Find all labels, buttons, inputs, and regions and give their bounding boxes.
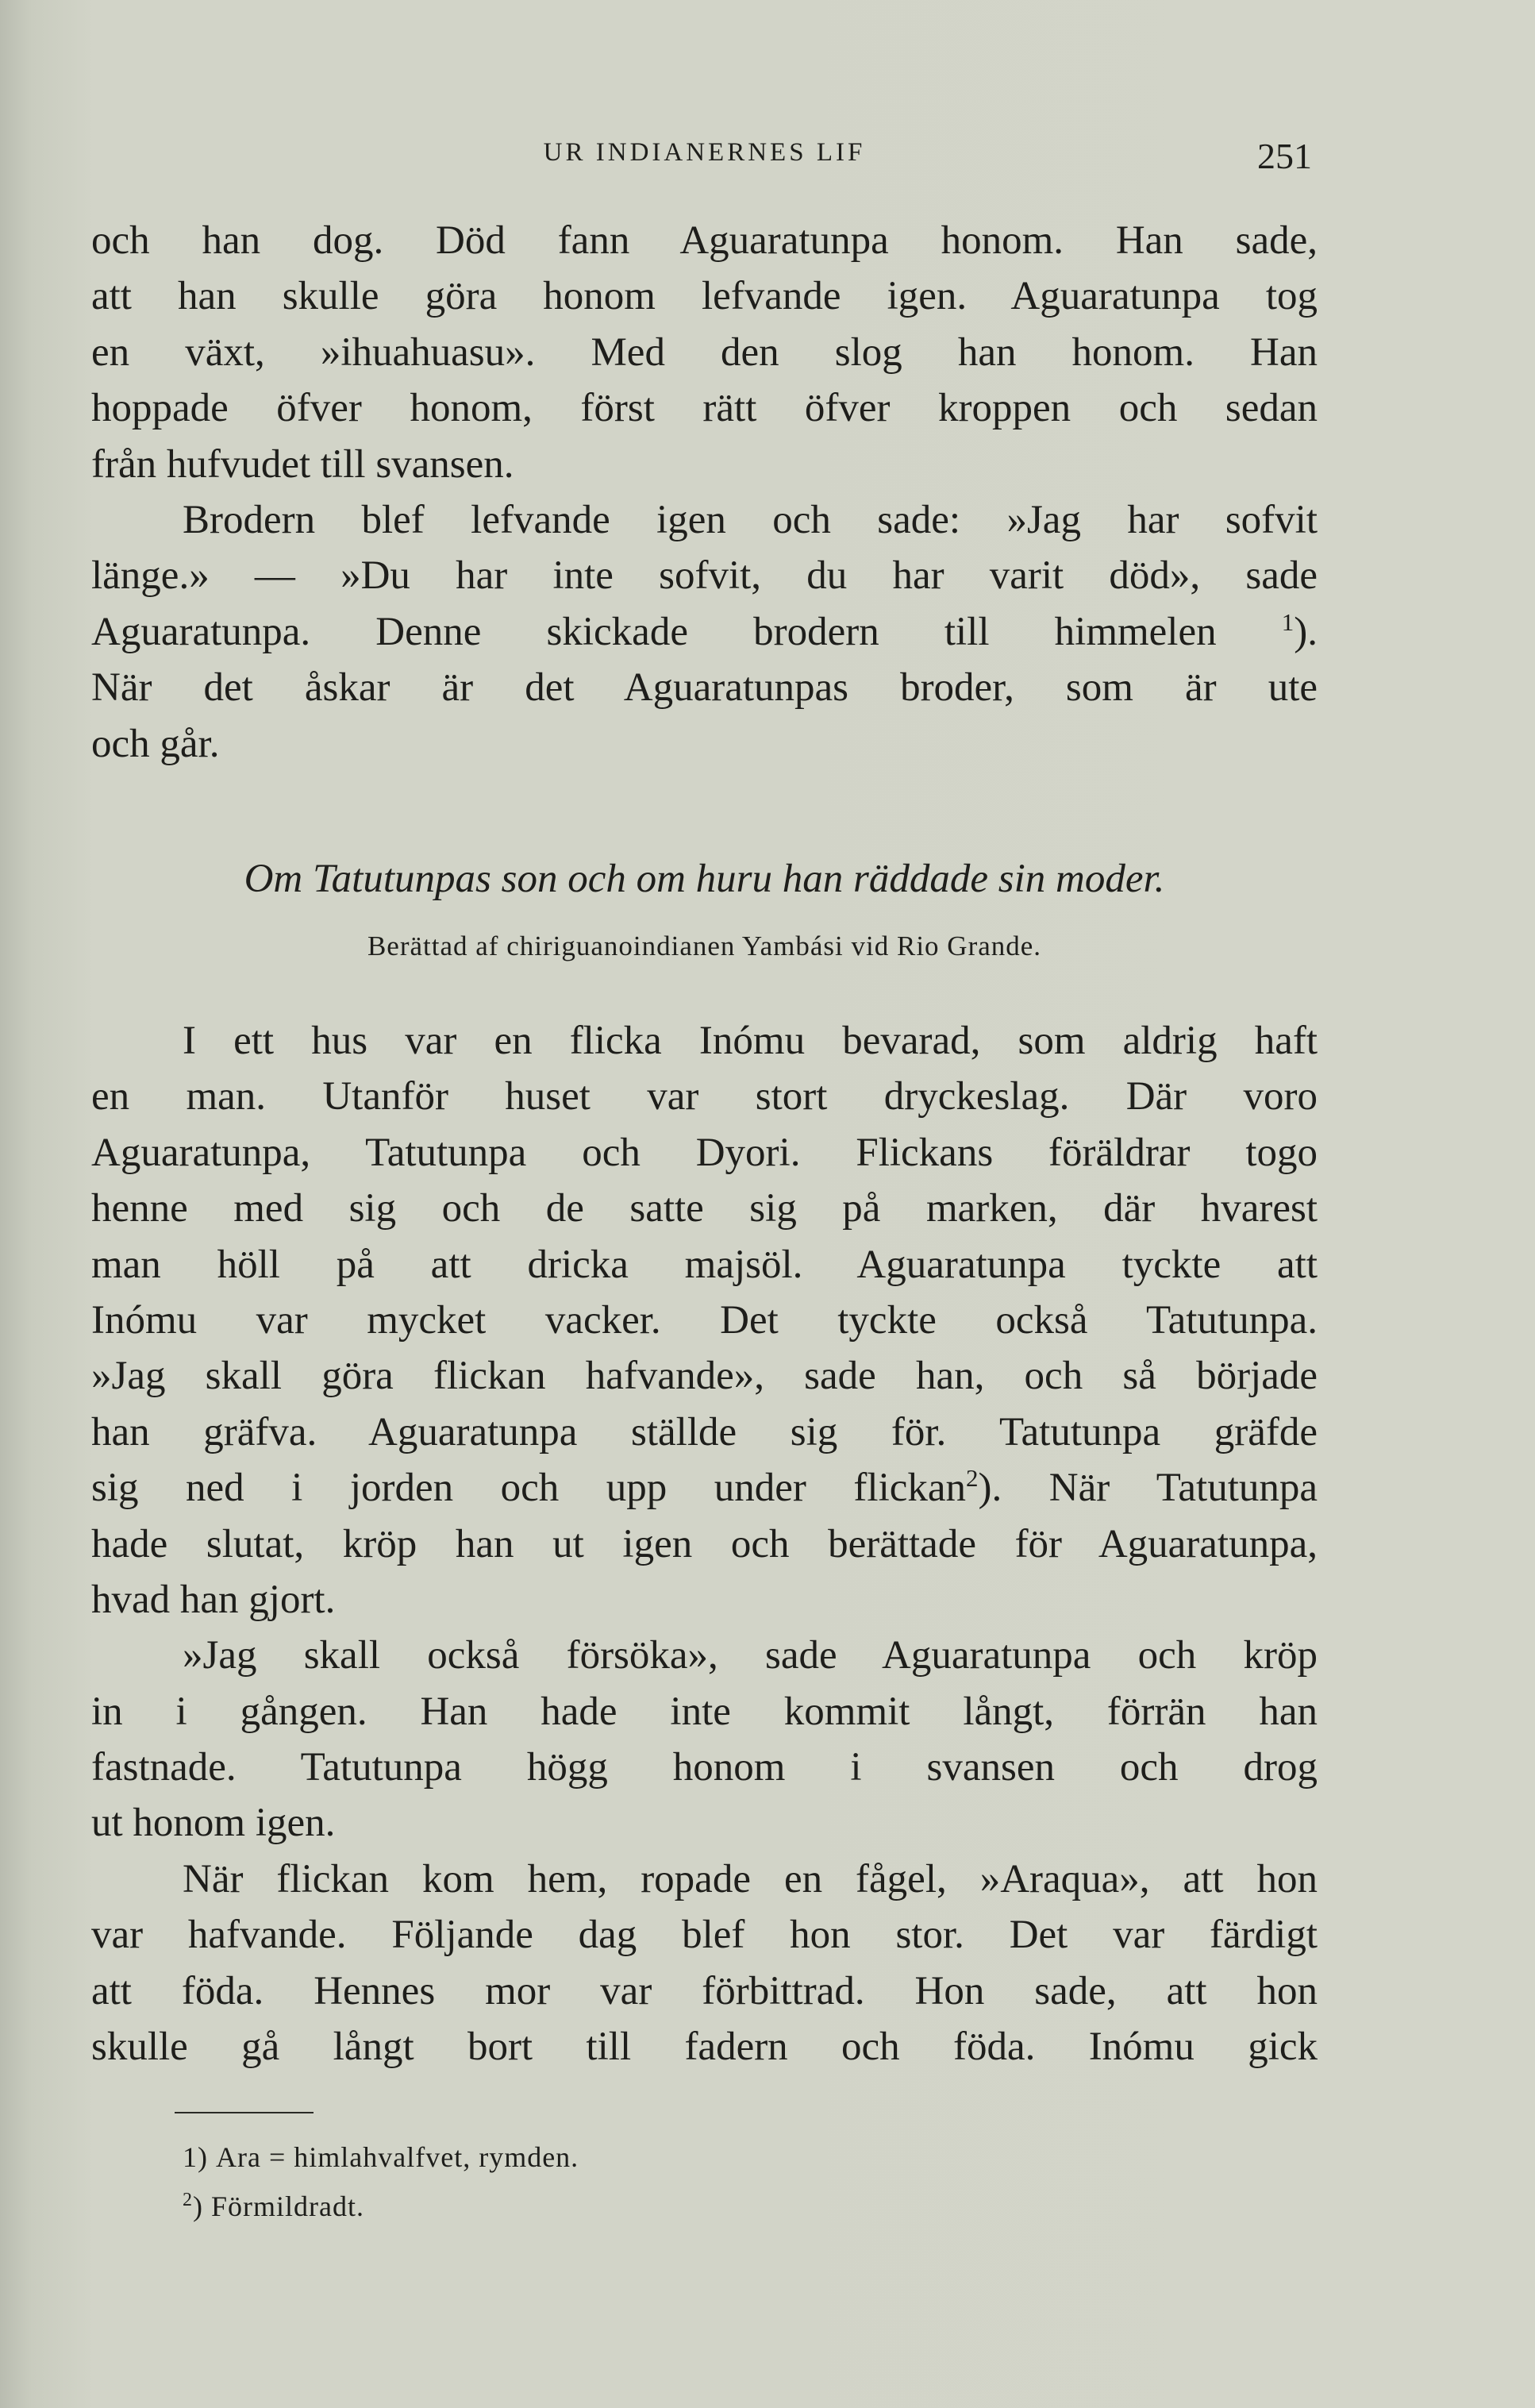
text-line: ut honom igen.	[91, 1801, 336, 1846]
page-number: 251	[1257, 136, 1312, 176]
text-line-content: Aguaratunpa. Denne skickade brodern till himmelen	[91, 609, 1217, 654]
footnotes	[183, 2136, 1214, 2221]
footnote-marker-number: 2	[183, 2190, 193, 2210]
footnote-1	[183, 2136, 1214, 2179]
text-line: hoppade öfver honom, först rätt öfver kroppen och sedan	[91, 386, 1318, 431]
footnote-ref-1: 1	[1281, 607, 1295, 636]
text-line: länge.» — »Du har inte sofvit, du har varit död», sade	[91, 553, 1318, 599]
footnote-marker-paren: )	[193, 2190, 203, 2222]
text-line: skulle gå långt bort till fadern och föda. Inómu gick	[91, 2025, 1318, 2070]
text-line: Inómu var mycket vacker. Det tyckte också Tatutunpa.	[91, 1297, 1318, 1343]
story-subtitle: Berättad af chiriguanoindianen Yambási vid Rio Grande.	[367, 930, 1042, 961]
text-line-tail: ).	[1294, 609, 1318, 654]
text-line: var hafvande. Följande dag blef hon stor. Det var färdigt	[91, 1913, 1318, 1958]
footnote-text: Ara = himlahvalfvet, rymden.	[216, 2141, 579, 2173]
footnote-text: Förmildradt.	[211, 2190, 364, 2222]
text-line: henne med sig och de satte sig på marken, där hvarest	[91, 1186, 1318, 1231]
text-line: att han skulle göra honom lefvande igen. Aguaratunpa tog	[91, 274, 1318, 319]
text-line	[91, 1460, 1318, 1516]
text-line: Brodern blef lefvande igen och sade: »Jag har sofvit	[183, 497, 1318, 542]
story-title: Om Tatutunpas son och om huru han räddade sin moder.	[244, 857, 1165, 901]
text-line: in i gången. Han hade inte kommit långt, förrän han	[91, 1689, 1318, 1734]
text-line: han gräfva. Aguaratunpa ställde sig för. Tatutunpa gräfde	[91, 1409, 1318, 1454]
text-line: Aguaratunpa, Tatutunpa och Dyori. Flickans föräldrar togo	[91, 1130, 1318, 1175]
text-line: och han dog. Död fann Aguaratunpa honom. Han sade,	[91, 218, 1318, 263]
text-line: I ett hus var en flicka Inómu bevarad, som aldrig haft	[183, 1019, 1318, 1063]
text-line: en växt, »ihuahuasu». Med den slog han honom. Han	[91, 329, 1318, 375]
footnote-marker	[183, 2190, 203, 2222]
text-line: När flickan kom hem, ropade en fågel, »Araqua», att hon	[183, 1856, 1318, 1901]
footnote-ref-2: 2	[966, 1464, 979, 1493]
footnote-rule	[175, 2112, 314, 2113]
text-line: man höll på att dricka majsöl. Aguaratunpa tyckte att	[91, 1242, 1318, 1287]
paragraph-block-2	[91, 1013, 1318, 2075]
text-line: fastnade. Tatutunpa högg honom i svansen och drog	[91, 1745, 1318, 1790]
text-line: hade slutat, kröp han ut igen och berättade för Aguaratunpa,	[91, 1521, 1318, 1566]
text-line: och går.	[91, 721, 220, 766]
text-line	[91, 604, 1318, 660]
text-line: När det åskar är det Aguaratunpas broder, som är ute	[91, 665, 1318, 711]
text-line: »Jag skall också försöka», sade Aguaratunpa och kröp	[183, 1633, 1318, 1678]
text-line: en man. Utanför huset var stort dryckeslag. Där voro	[91, 1074, 1318, 1119]
footnote-2	[183, 2179, 1214, 2221]
text-line: från hufvudet till svansen.	[91, 441, 514, 487]
running-head: UR INDIANERNES LIF	[543, 138, 866, 167]
footnote-marker: 1)	[183, 2141, 208, 2173]
text-line: att föda. Hennes mor var förbittrad. Hon sade, att hon	[91, 1968, 1318, 2013]
text-line: »Jag skall göra flickan hafvande», sade han, och så började	[91, 1354, 1318, 1399]
paragraph-block-1	[91, 213, 1318, 772]
text-line-content: sig ned i jorden och upp under flickan	[91, 1466, 967, 1511]
text-line: hvad han gjort.	[91, 1577, 336, 1622]
page-header	[91, 135, 1318, 183]
text-line-tail: ). När Tatutunpa	[978, 1466, 1318, 1511]
